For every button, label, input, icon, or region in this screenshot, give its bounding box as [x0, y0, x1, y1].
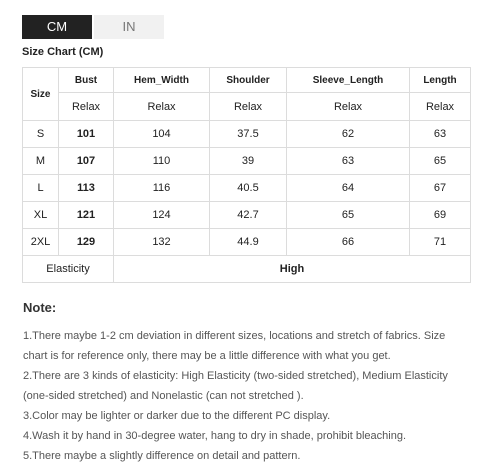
tab-in[interactable]: IN [94, 15, 164, 39]
fit-cell: Relax [410, 93, 471, 121]
fit-cell: Relax [210, 93, 287, 121]
hem-width-cell: 110 [114, 148, 210, 175]
bust-cell: 129 [59, 229, 114, 256]
hem-width-cell: 116 [114, 175, 210, 202]
note-line: 1.There maybe 1-2 cm deviation in different sizes, locations and stretch of fabrics. Size [23, 330, 446, 342]
fit-row [23, 93, 471, 121]
shoulder-cell: 37.5 [210, 121, 287, 148]
table-header-row [23, 68, 471, 93]
size-cell: XL [23, 202, 59, 229]
note-line: 5.There maybe a slightly difference on detail and pattern. [23, 450, 301, 462]
table-row [23, 202, 471, 229]
note-line: 3.Color may be lighter or darker due to the different PC display. [23, 410, 331, 422]
column-header-hem-width: Hem_Width [114, 68, 210, 93]
elasticity-label: Elasticity [23, 256, 114, 283]
size-cell: S [23, 121, 59, 148]
notes-title: Note: [23, 300, 57, 315]
hem-width-cell: 124 [114, 202, 210, 229]
sleeve-length-cell: 62 [287, 121, 410, 148]
fit-cell: Relax [59, 93, 114, 121]
table-row [23, 121, 471, 148]
fit-cell: Relax [287, 93, 410, 121]
column-header-shoulder: Shoulder [210, 68, 287, 93]
bust-cell: 121 [59, 202, 114, 229]
size-column-header: Size [23, 68, 59, 121]
note-line: 2.There are 3 kinds of elasticity: High Elasticity (two-sided stretched), Medium Elasticity [23, 370, 448, 382]
hem-width-cell: 104 [114, 121, 210, 148]
notes-list [23, 326, 468, 466]
column-header-sleeve-length: Sleeve_Length [287, 68, 410, 93]
tab-cm[interactable]: CM [22, 15, 92, 39]
bust-cell: 107 [59, 148, 114, 175]
table-row [23, 175, 471, 202]
length-cell: 65 [410, 148, 471, 175]
column-header-bust: Bust [59, 68, 114, 93]
size-cell: M [23, 148, 59, 175]
shoulder-cell: 40.5 [210, 175, 287, 202]
size-chart-title: Size Chart (CM) [22, 46, 104, 58]
shoulder-cell: 42.7 [210, 202, 287, 229]
bust-cell: 101 [59, 121, 114, 148]
hem-width-cell: 132 [114, 229, 210, 256]
sleeve-length-cell: 64 [287, 175, 410, 202]
length-cell: 71 [410, 229, 471, 256]
size-chart-table [22, 67, 471, 283]
fit-cell: Relax [114, 93, 210, 121]
sleeve-length-cell: 66 [287, 229, 410, 256]
column-header-length: Length [410, 68, 471, 93]
sleeve-length-cell: 65 [287, 202, 410, 229]
elasticity-row [23, 256, 471, 283]
length-cell: 63 [410, 121, 471, 148]
sleeve-length-cell: 63 [287, 148, 410, 175]
shoulder-cell: 44.9 [210, 229, 287, 256]
table-row [23, 229, 471, 256]
note-line: (one-sided stretched) and Nonelastic (can not stretched ). [23, 390, 304, 402]
size-cell: L [23, 175, 59, 202]
note-line: chart is for reference only, there may be a little difference with what you get. [23, 350, 391, 362]
length-cell: 67 [410, 175, 471, 202]
unit-tabs [22, 15, 164, 39]
length-cell: 69 [410, 202, 471, 229]
note-line: 4.Wash it by hand in 30-degree water, hang to dry in shade, prohibit bleaching. [23, 430, 407, 442]
bust-cell: 113 [59, 175, 114, 202]
elasticity-value: High [114, 256, 471, 283]
shoulder-cell: 39 [210, 148, 287, 175]
size-cell: 2XL [23, 229, 59, 256]
table-row [23, 148, 471, 175]
